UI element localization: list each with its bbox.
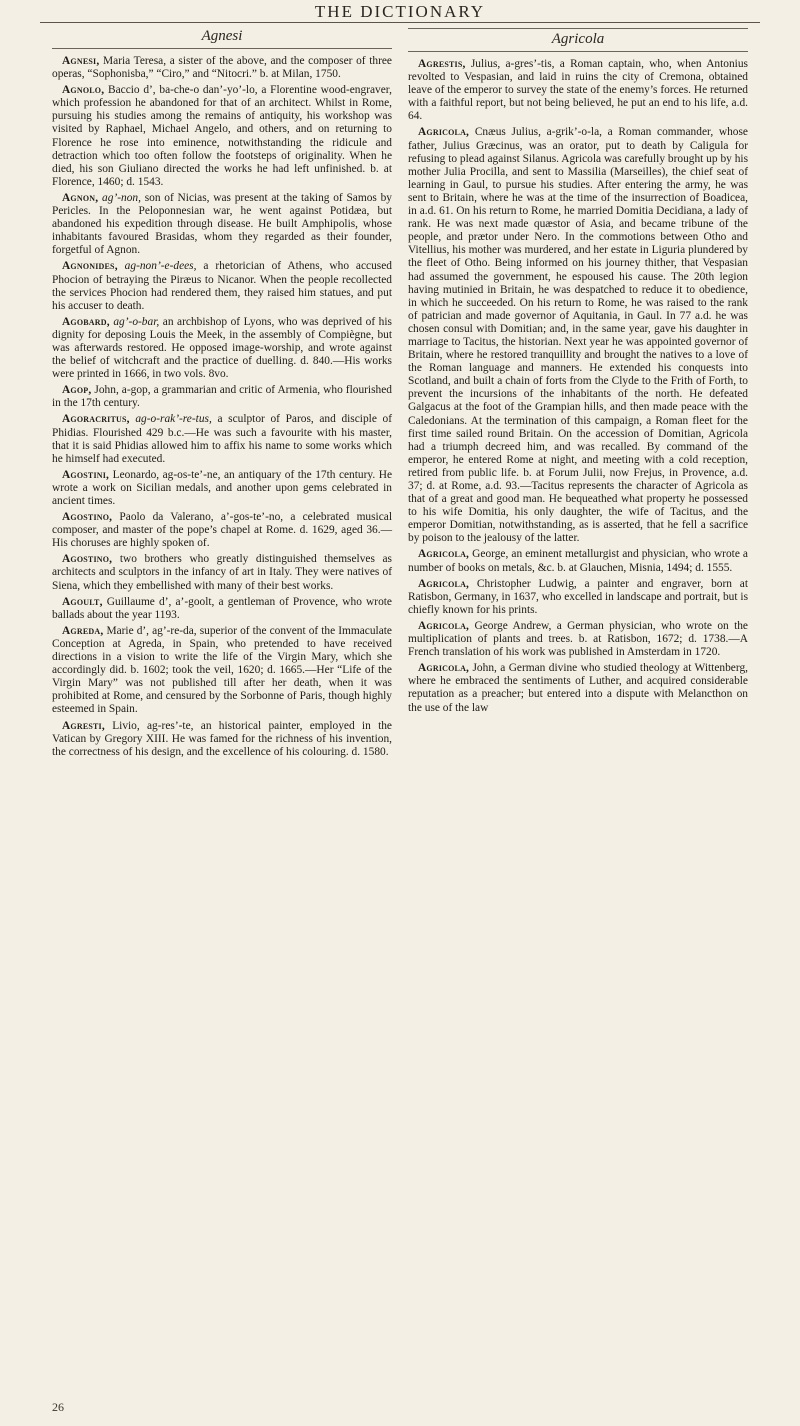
dictionary-entry <box>52 720 392 759</box>
dictionary-entry <box>52 511 392 550</box>
entry-headword: Agricola, <box>418 548 470 561</box>
entry-text: Paolo da Valerano, a’-gos-te’-no, a celebrated musical composer, and master of the pope’s chapel at Rome. d. 1629, aged 36.—His choruses are highly spoken of. <box>52 511 392 550</box>
entry-headword: Agricola, <box>418 126 470 139</box>
entry-text: Christopher Ludwig, a painter and engraver, born at Ratisbon, Germany, in 1637, who excelled in landscape and portrait, but is chiefly known for his prints. <box>408 577 748 616</box>
entry-headword: Agostini, <box>62 468 110 481</box>
dictionary-entry <box>52 625 392 717</box>
entry-text: Maria Teresa, a sister of the above, and the composer of three operas, “Sophonisba,” “Ciro,” and “Nitocri.” b. at Milan, 1750. <box>52 55 392 81</box>
entry-headword: Agricola, <box>418 662 470 675</box>
dictionary-entry <box>52 553 392 592</box>
entry-headword: Agostino, <box>62 511 113 524</box>
entry-text: Marie d’, ag’-re-da, superior of the convent of the Immaculate Conception at Agreda, in Spain, who pretended to have received directions in a vision to write the life of the Virgin Mary, which she accordingly did. b. 1602; took the veil, 1620; d. 1665.—Her “Life of the Virgin Mary” was not published till after her death, when it was prohibited at Rome, and censured by the Sorbonne of Paris, though highly esteemed in Spain. <box>52 624 392 716</box>
entry-text: Guillaume d’, a’-goolt, a gentleman of Provence, who wrote ballads about the year 1193. <box>52 595 392 621</box>
entry-headword: Agrestis, <box>418 58 466 70</box>
dictionary-entry <box>52 260 392 312</box>
dictionary-entry <box>408 662 748 714</box>
entry-pronunciation: ag’-o-bar, <box>113 315 160 328</box>
dictionary-entry <box>408 578 748 617</box>
entry-text: Livio, ag-res’-te, an historical painter, employed in the Vatican by Gregory XIII. He was famed for the richness of his invention, the correctness of his design, and the excellence of his colouring. d. 1580. <box>52 719 392 758</box>
left-column <box>52 28 392 762</box>
dictionary-entry <box>52 84 392 189</box>
entry-headword: Agnolo, <box>62 84 105 97</box>
entry-text: John, a-gop, a grammarian and critic of Armenia, who flourished in the 17th century. <box>52 384 392 410</box>
running-title: THE DICTIONARY <box>314 2 486 21</box>
entry-text: an archbishop of Lyons, who was deprived of his dignity for deposing Louis the Meek, in the assembly of Compiègne, but was afterwards restored. He opposed image-worship, and wrote against the belief of witchcraft and the practice of duelling. d. 840.—His works were printed in 1666, in two vols. 8vo. <box>52 315 392 381</box>
entry-headword: Agoracritus, <box>62 413 130 426</box>
dictionary-entry <box>52 469 392 508</box>
entry-text: Julius, a-gres’-tis, a Roman captain, who, when Antonius revolted to Vespasian, and laid in ruins the city of Cremona, obtained leave of the emperor to survey the state of the enemy’s forces. He returned with a faithful report, but not being believed, he put an end to his life, a.d. 64. <box>408 58 748 123</box>
entry-text: two brothers who greatly distinguished themselves as architects and sculptors in the infancy of art in Italy. They were natives of Siena, which they embellished with many of their best works. <box>52 553 392 592</box>
dictionary-entry <box>52 384 392 410</box>
entry-text: Cnæus Julius, a-grik’-o-la, a Roman commander, whose father, Julius Græcinus, was an orator, put to death by Caligula for refusing to plead against Silanus. Agricola was carefully brought up by his mother Julia Procilla, and sent to Massilia (Marseilles), the chief seat of learning in Gaul, to pursue his studies. After entering the army, he was sent to Britain, where he was at the time of the insurrection of Boadicea, in a.d. 61. On his return to Rome, he married Domitia Decidiana, a lady of rank. He was next made quæstor of Asia, and became tribune of the people, and prætor under Nero. In the commotions between Otho and Vitellius, his mother was murdered, and her estate in Liguria plundered by the fleet of Otho. Being informed on his journey thither, that Vespasian had assumed the government, he espoused his cause. The 20th legion having mutinied in Britain, he was despatched to reduce it to obedience, in which he succeeded. On his return to Rome, he was raised to the rank of patrician and made governor of Aquitania, in Gaul. In 77 a.d. he was chosen consul with Domitian; and, in the same year, gave his daughter in marriage to Tacitus, the historian. Next year he was appointed governor of Britain, where he restored tranquillity and brought the natives to a love of the Roman language and manners. He extended his conquests into Scotland, and built a chain of forts from the Clyde to the Frith of Forth, to prevent the incursions of the inhabitants of the north. He defeated Galgacus at the foot of the Grampian hills, and then made peace with the Caledonians. At the termination of this campaign, a Roman fleet for the first time sailed round Britain. On the accession of Domitian, Agricola had a triumph decreed him, and was recalled. By command of the emperor, he entered Rome at night, and meeting with a cold reception, retired from public life. b. at Forum Julii, now Frejus, in Provence, a.d. 37; d. at Rome, a.d. 93.—Tacitus represents the character of Agricola as that of a great and good man. He bequeathed what property he possessed to his wife Domitia, his only daughter, the wife of Tacitus, and the emperor Domitian, notwithstanding, as is asserted, that he fell a sacrifice by poison to the jealousy of the latter. <box>408 126 748 545</box>
entry-text: a sculptor of Paros, and disciple of Phidias. Flourished 429 b.c.—He was such a favourite with his master, that it is said Phidias allowed him to affix his name to some works which he himself had executed. <box>52 413 392 465</box>
right-guide-word: Agricola <box>408 28 748 52</box>
entry-headword: Agricola, <box>418 619 470 632</box>
entry-headword: Agnon, <box>62 191 99 204</box>
dictionary-entry <box>52 316 392 381</box>
left-guide-word: Agnesi <box>52 28 392 49</box>
entry-pronunciation: ag-o-rak’-re-tus, <box>135 413 212 426</box>
entry-headword: Agresti, <box>62 719 105 732</box>
entry-headword: Agop, <box>62 384 92 397</box>
entry-text: son of Nicias, was present at the taking of Samos by Pericles. In the Peloponnesian war, he went against Potidæa, but abandoned his expedition through disease. He built Amphipolis, whose inhabitants favoured Brasidas, whom they regarded as their founder, forgetful of Agnon. <box>52 191 392 257</box>
entry-headword: Agostino, <box>62 553 113 566</box>
entry-headword: Agreda, <box>62 624 104 637</box>
right-entries <box>408 58 748 715</box>
entry-pronunciation: ag’-non, <box>102 191 141 204</box>
entry-text: George, an eminent metallurgist and physician, who wrote a number of books on metals, &c. b. at Glauchen, Misnia, 1494; d. 1555. <box>408 548 748 574</box>
dictionary-entry <box>52 192 392 257</box>
dictionary-entry <box>52 596 392 622</box>
entry-headword: Agoult, <box>62 595 103 608</box>
dictionary-entry <box>52 413 392 465</box>
dictionary-entry <box>52 55 392 81</box>
dictionary-entry <box>408 548 748 574</box>
entry-headword: Agnonides, <box>62 260 118 273</box>
dictionary-entry <box>408 620 748 659</box>
entry-text: George Andrew, a German physician, who wrote on the multiplication of plants and trees. b. at Ratisbon, 1672; d. 1738.—A French translation of his work was published in Amsterdam in 1720. <box>408 619 748 659</box>
dictionary-entry <box>408 58 748 123</box>
entry-pronunciation: ag-non’-e-dees, <box>124 260 197 273</box>
left-entries <box>52 55 392 759</box>
entry-text: Leonardo, ag-os-te’-ne, an antiquary of the 17th century. He wrote a work on Sicilian medals, and another upon gems celebrated in ancient times. <box>52 468 392 507</box>
dictionary-entry <box>408 126 748 545</box>
right-column <box>408 28 748 718</box>
entry-text: a rhetorician of Athens, who accused Phocion of betraying the Piræus to Nicanor. When the people recollected the services Phocion had rendered them, they raised him statues, and put his accuser to death. <box>52 260 392 312</box>
signature-mark: 26 <box>52 1400 64 1414</box>
entry-text: John, a German divine who studied theology at Wittenberg, where he embraced the sentiments of Luther, and acquired considerable reputation as a preacher; but entered into a dispute with Melancthon on the use of the law <box>408 662 748 714</box>
header-rule <box>40 22 760 23</box>
entry-headword: Agnesi, <box>62 55 100 67</box>
entry-headword: Agobard, <box>62 315 110 328</box>
entry-text: Baccio d’, ba-che-o dan’-yo’-lo, a Florentine wood-engraver, which profession he abandoned for that of an architect. Whilst in Rome, pursuing his studies among the remains of antiquity, his workshop was visited by Raphael, Michael Angelo, and others, and on returning to Florence he rose into eminence, notwithstanding the ridicule and detraction which too often follow the footsteps of originality. When he died, his son Giuliano directed the works he had left unfinished. b. at Florence, 1460; d. 1543. <box>52 84 392 188</box>
entry-headword: Agricola, <box>418 577 470 590</box>
